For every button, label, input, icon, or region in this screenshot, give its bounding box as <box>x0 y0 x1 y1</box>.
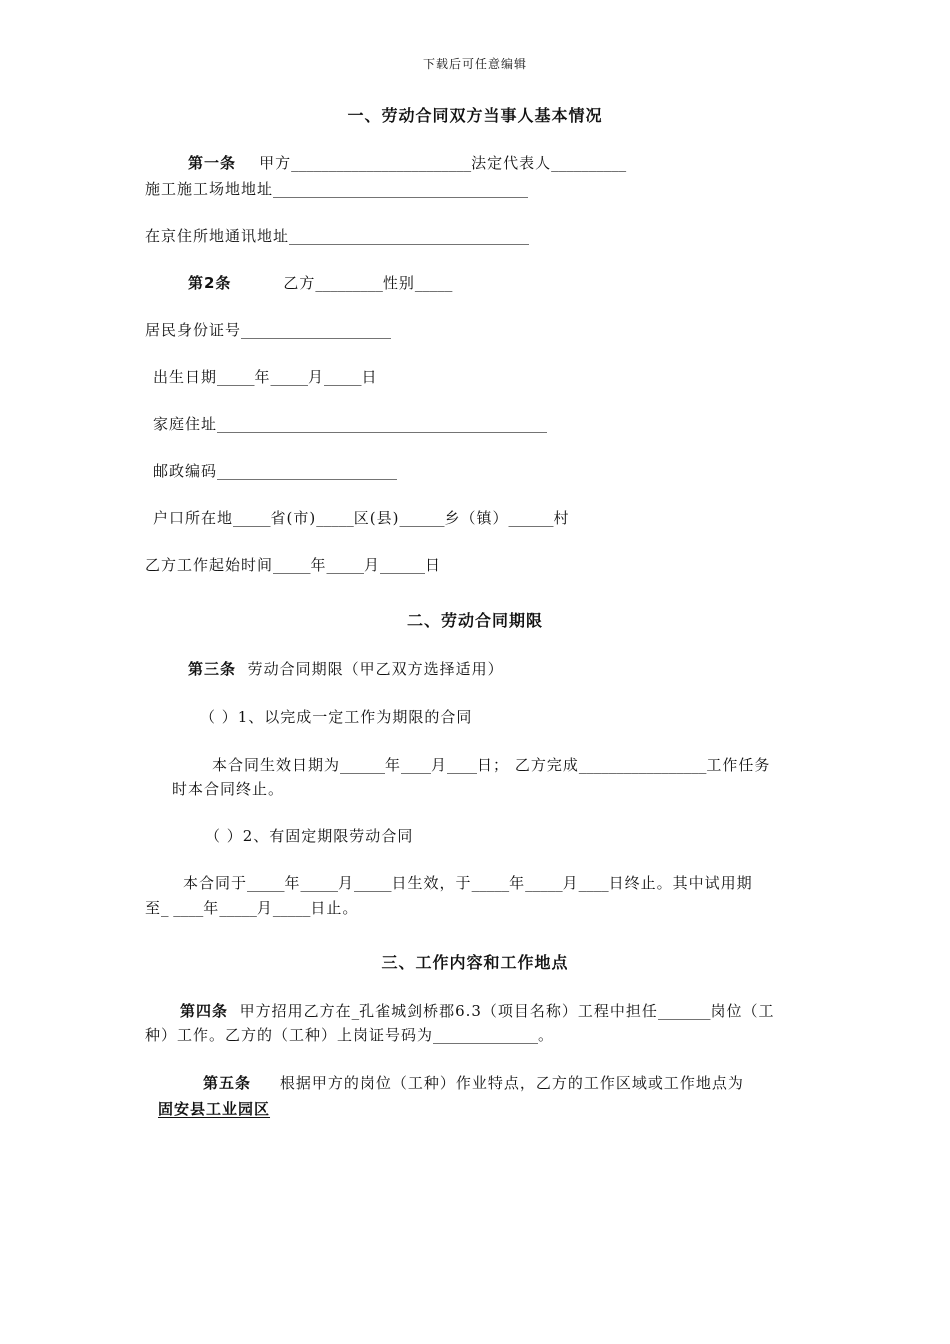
position-blank[interactable]: _______ <box>657 1002 711 1020</box>
article-3-label: 第三条 <box>188 660 237 678</box>
option-1-body-2: 时本合同终止。 <box>172 780 285 798</box>
beijing-address-line <box>145 226 529 246</box>
party-a-label: 甲方 <box>259 154 292 172</box>
id-card-line <box>145 320 391 340</box>
site-address-blank[interactable]: __________________________________ <box>273 180 529 198</box>
month-label: 月 <box>364 556 381 574</box>
beijing-address-blank[interactable]: ________________________________ <box>289 227 530 245</box>
gender-label: 性别 <box>382 274 415 292</box>
work-place-line <box>158 1099 270 1119</box>
section-title-1: 一、劳动合同双方当事人基本情况 <box>347 106 603 125</box>
month-label: 月 <box>256 899 273 917</box>
a4-blank-1[interactable]: _ <box>351 1002 360 1020</box>
opt2-text-1: 本合同于 <box>183 874 248 892</box>
day-label: 日 <box>425 556 442 574</box>
opt1-task-blank[interactable]: _________________ <box>578 756 707 774</box>
year-label: 年 <box>310 556 327 574</box>
opt2-end-day-blank[interactable]: ____ <box>578 874 609 892</box>
hukou-district-blank[interactable]: _____ <box>316 509 354 527</box>
article-2-label: 第2条 <box>188 274 232 292</box>
birth-month-blank[interactable]: _____ <box>270 368 309 386</box>
home-address-label: 家庭住址 <box>153 415 218 433</box>
a4-text-3: 岗位（工 <box>710 1002 775 1020</box>
postal-code-blank[interactable]: ________________________ <box>217 462 398 480</box>
site-address-label: 施工施工场地地址 <box>145 180 274 198</box>
hukou-town-blank[interactable]: ______ <box>399 509 445 527</box>
opt2-text-2: 日生效，于 <box>391 874 472 892</box>
year-label: 年 <box>509 874 526 892</box>
month-label: 月 <box>431 756 448 774</box>
work-start-day-blank[interactable]: ______ <box>380 556 426 574</box>
article-5-label: 第五条 <box>203 1074 252 1092</box>
month-label: 月 <box>308 368 325 386</box>
option-2-body-2 <box>145 898 358 918</box>
opt2-start-day-blank[interactable]: _____ <box>354 874 392 892</box>
district-label: 区(县) <box>353 509 400 527</box>
home-address-line <box>153 414 547 434</box>
month-label: 月 <box>338 874 355 892</box>
id-card-label: 居民身份证号 <box>145 321 242 339</box>
birth-day-blank[interactable]: _____ <box>324 368 362 386</box>
beijing-address-label: 在京住所地通讯地址 <box>145 227 290 245</box>
legal-rep-blank[interactable]: __________ <box>551 154 627 172</box>
birth-year-blank[interactable]: _____ <box>217 368 255 386</box>
opt2-end-month-blank[interactable]: _____ <box>525 874 563 892</box>
site-address-line <box>145 179 528 199</box>
year-label: 年 <box>203 899 220 917</box>
work-start-year-blank[interactable]: _____ <box>273 556 311 574</box>
hukou-line <box>153 508 569 528</box>
article-1-label: 第一条 <box>188 154 237 172</box>
probation-month-blank[interactable]: _____ <box>219 899 257 917</box>
article-4-label: 第四条 <box>180 1002 229 1020</box>
year-label: 年 <box>254 368 271 386</box>
header-note: 下载后可任意编辑 <box>422 57 527 71</box>
hukou-province-blank[interactable]: _____ <box>233 509 271 527</box>
birth-date-label: 出生日期 <box>153 368 218 386</box>
birth-date-line <box>153 367 378 387</box>
section-title-3: 三、工作内容和工作地点 <box>381 953 569 972</box>
year-label: 年 <box>385 756 402 774</box>
article-4-line <box>180 1001 774 1021</box>
opt1-month-blank[interactable]: ____ <box>401 756 432 774</box>
party-b-label: 乙方 <box>283 274 316 292</box>
a4-text-4: 种）工作。乙方的（工种）上岗证号码为 <box>145 1026 434 1044</box>
article-2-line <box>188 273 452 293</box>
legal-rep-label: 法定代表人 <box>471 154 552 172</box>
work-start-month-blank[interactable]: _____ <box>326 556 365 574</box>
province-label: 省(市) <box>270 509 317 527</box>
work-start-label: 乙方工作起始时间 <box>145 556 274 574</box>
a4-text-5: 。 <box>538 1026 555 1044</box>
article-5-text: 根据甲方的岗位（工种）作业特点，乙方的工作区域或工作地点为 <box>279 1074 744 1092</box>
party-b-blank[interactable]: _________ <box>315 274 383 292</box>
opt2-text-5: 日止。 <box>310 899 359 917</box>
hukou-label: 户口所在地 <box>153 509 234 527</box>
work-place-value: 固安县工业园区 <box>158 1100 271 1118</box>
opt1-text-1: 本合同生效日期为 <box>212 756 341 774</box>
option-1-body <box>212 755 770 775</box>
probation-day-blank[interactable]: _____ <box>272 899 311 917</box>
article-5-line <box>203 1073 744 1093</box>
article-3-line <box>188 659 504 679</box>
article-4-line-2 <box>145 1025 554 1045</box>
gender-blank[interactable]: _____ <box>414 274 453 292</box>
village-label: 村 <box>553 509 570 527</box>
probation-year-blank[interactable]: _ ____ <box>161 899 204 917</box>
year-label: 年 <box>284 874 301 892</box>
article-3-text: 劳动合同期限（甲乙双方选择适用） <box>247 660 504 678</box>
article-1-line <box>188 153 626 173</box>
option-2[interactable]: （ ）2、有固定期限劳动合同 <box>205 827 414 845</box>
option-1[interactable]: （ ）1、以完成一定工作为期限的合同 <box>200 708 473 726</box>
option-2-body <box>183 873 753 893</box>
opt2-end-year-blank[interactable]: _____ <box>471 874 510 892</box>
certificate-number-blank[interactable]: ______________ <box>433 1026 539 1044</box>
home-address-blank[interactable]: ____________________________________________ <box>217 415 548 433</box>
month-label: 月 <box>562 874 579 892</box>
opt1-text-3: 工作任务 <box>706 756 771 774</box>
work-start-line <box>145 555 441 575</box>
opt2-text-3: 日终止。其中试用期 <box>608 874 753 892</box>
opt2-text-4: 至 <box>145 899 162 917</box>
party-a-blank[interactable]: ________________________ <box>291 154 472 172</box>
opt2-start-year-blank[interactable]: _____ <box>247 874 285 892</box>
opt2-start-month-blank[interactable]: _____ <box>300 874 339 892</box>
town-label: 乡（镇） <box>444 509 509 527</box>
hukou-village-blank[interactable]: ______ <box>508 509 554 527</box>
a4-text-2: 孔雀城剑桥郡6.3（项目名称）工程中担任 <box>359 1002 658 1020</box>
opt1-text-2: 日； 乙方完成 <box>477 756 579 774</box>
postal-code-line <box>153 461 397 481</box>
section-title-2: 二、劳动合同期限 <box>406 611 543 630</box>
opt1-year-blank[interactable]: ______ <box>340 756 386 774</box>
id-card-blank[interactable]: ____________________ <box>241 321 392 339</box>
postal-code-label: 邮政编码 <box>153 462 218 480</box>
day-label: 日 <box>361 368 378 386</box>
opt1-day-blank[interactable]: ____ <box>447 756 478 774</box>
a4-text-1: 甲方招用乙方在 <box>239 1002 352 1020</box>
